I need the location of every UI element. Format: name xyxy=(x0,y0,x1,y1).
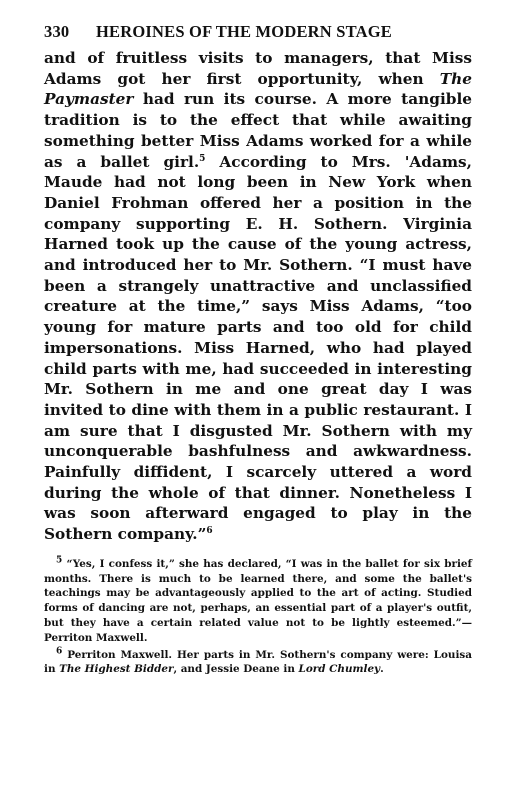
paragraph-text: had run its course. A more tangible tradition is to the effect that while awaiting something better Miss Adams worked for a while as a ballet girl. xyxy=(44,90,472,171)
footnote-text: “Yes, I confess it,” she has declared, “I was in the ballet for six brief months. There is much to be learned there, and some the ballet's teachings may be advantageously applied to the art of acting. Studied forms of dancing are not, perhaps, an essential part of a player's outfit, but they have a certain related value not to be lightly esteemed.”—Perriton Maxwell. xyxy=(44,557,472,644)
footnote-text: . xyxy=(380,663,384,676)
paragraph-text: According to Mrs. 'Adams, Maude had not long been in New York when Daniel Frohman offered her a position in the company supporting E. H. Sothern. Virginia Harned took up the cause of the young actress, and introduced her to Mr. Sothern. “I must have been a strangely unattractive and unclassified creature at the time,” says Miss Adams, “too young for mature parts and too old for child impersonations. Miss Harned, who had played child parts with me, had succeeded in interesting Mr. Sothern in me and one great day I was invited to dine with them in a public restaurant. I am sure that I disgusted Mr. Sothern with my unconquerable bashfulness and awkwardness. Painfully diffident, I scarcely uttered a word during the whole of that dinner. Nonetheless I was soon afterward engaged to play in the Sothern company.” xyxy=(44,152,472,544)
book-page xyxy=(44,22,472,679)
footnote-ref-5: 5 xyxy=(199,153,206,164)
main-paragraph xyxy=(44,48,472,545)
footnote-mark: 6 xyxy=(56,646,63,657)
footnote-text: , and Jessie Deane in xyxy=(173,663,299,676)
play-title-lord-chumley: Lord Chumley xyxy=(298,663,381,676)
footnote-5 xyxy=(44,557,472,646)
play-title-paymaster: The Paymaster xyxy=(44,69,472,109)
footnote-text: Perriton Maxwell. Her parts in Mr. Sothern's company were: Louisa in xyxy=(44,648,472,676)
footnotes xyxy=(44,557,472,677)
running-title: HEROINES OF THE MODERN STAGE xyxy=(96,22,392,41)
footnote-ref-6: 6 xyxy=(206,526,213,537)
footnote-6 xyxy=(44,648,472,678)
page-number: 330 xyxy=(44,22,70,41)
footnote-mark: 5 xyxy=(56,555,63,566)
running-header xyxy=(44,22,472,46)
play-title-highest-bidder: The Highest Bidder xyxy=(59,663,174,676)
paragraph-text: and of fruitless visits to managers, that Miss Adams got her first opportunity, when xyxy=(44,49,472,88)
